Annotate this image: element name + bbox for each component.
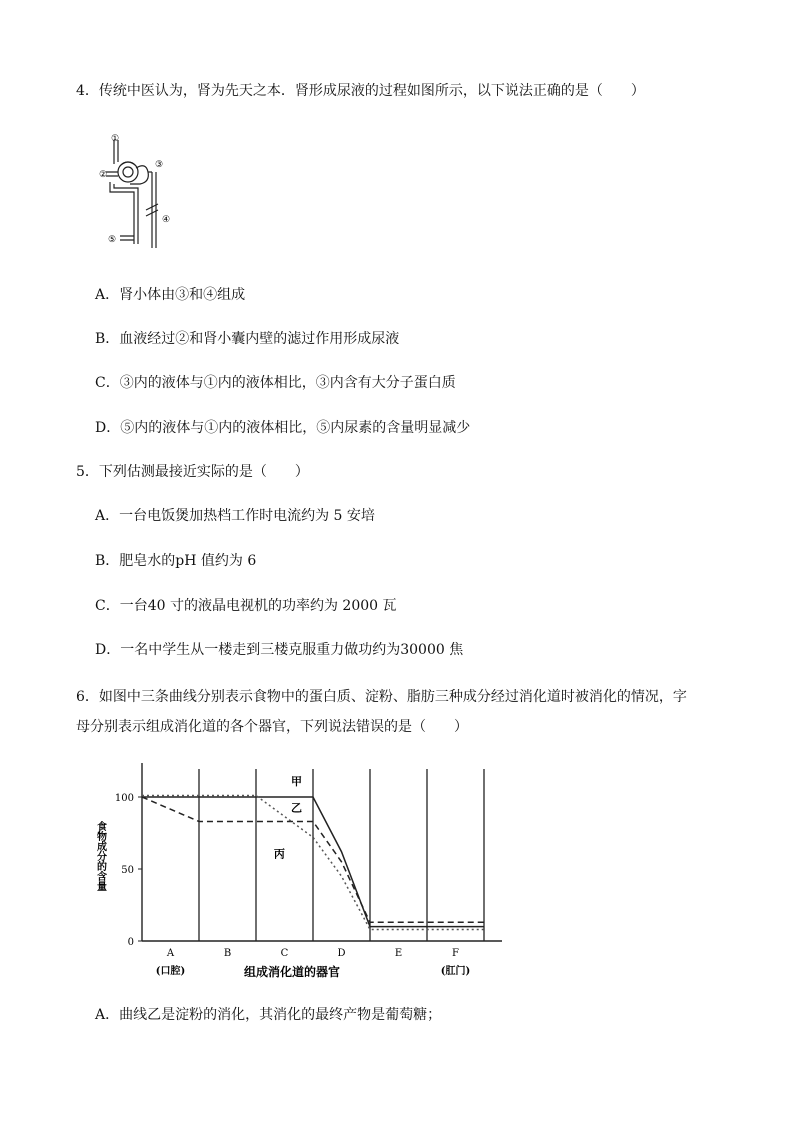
q5-option-d: D．一名中学生从一楼走到三楼克服重力做功约为30000 焦 [95, 642, 464, 658]
diagram-label-2: ② [99, 170, 108, 180]
category-label: E [394, 948, 403, 959]
q4-option-c: C．③内的液体与①内的液体相比，③内含有大分子蛋白质 [95, 375, 456, 391]
diagram-label-1: ① [111, 134, 120, 144]
q5-option-c: C．一台40 寸的液晶电视机的功率约为 2000 瓦 [95, 598, 397, 614]
y-axis-label: 食物成分的含量 [94, 821, 106, 891]
series-label: 乙 [291, 801, 302, 815]
series-label: 丙 [273, 847, 285, 861]
category-label: F [452, 948, 459, 959]
category-label: B [223, 948, 232, 959]
x-axis-label: 组成消化道的器官 [244, 965, 341, 979]
question-5-stem: 5．下列估测最接近实际的是（ ） [76, 464, 309, 480]
q4-option-b: B．血液经过②和肾小囊内壁的滤过作用形成尿液 [95, 331, 400, 347]
question-6-stem-line-1: 6．如图中三条曲线分别表示食物中的蛋白质、淀粉、脂肪三种成分经过消化道时被消化的情况，字 [76, 689, 687, 705]
q5-option-a: A．一台电饭煲加热档工作时电流约为 5 安培 [95, 508, 375, 524]
q4-option-a: A．肾小体由③和④组成 [95, 287, 246, 303]
diagram-label-3: ③ [155, 160, 164, 170]
question-4-stem: 4．传统中医认为，肾为先天之本．肾形成尿液的过程如图所示，以下说法正确的是（ ） [76, 83, 645, 99]
category-note: (口腔) [155, 966, 186, 977]
diagram-label-5: ⑤ [108, 235, 117, 245]
q5-option-b: B．肥皂水的pH 值约为 6 [95, 553, 257, 569]
q6-option-a: A．曲线乙是淀粉的消化，其消化的最终产物是葡萄糖； [95, 1007, 442, 1023]
category-label: C [280, 948, 289, 959]
category-label: D [337, 948, 346, 959]
category-label: A [166, 948, 175, 959]
diagram-label-4: ④ [162, 215, 171, 225]
question-6-stem-line-2: 母分别表示组成消化道的各个器官，下列说法错误的是（ ） [76, 719, 468, 735]
y-tick-label: 50 [121, 865, 134, 876]
y-tick-label: 100 [114, 793, 134, 804]
q4-option-d: D．⑤内的液体与①内的液体相比，⑤内尿素的含量明显减少 [95, 420, 471, 436]
category-note: (肛门) [440, 966, 471, 977]
kidney-nephron-diagram [100, 132, 180, 254]
y-tick-label: 0 [127, 937, 134, 948]
series-label: 甲 [291, 775, 302, 788]
digestion-chart [90, 755, 510, 985]
